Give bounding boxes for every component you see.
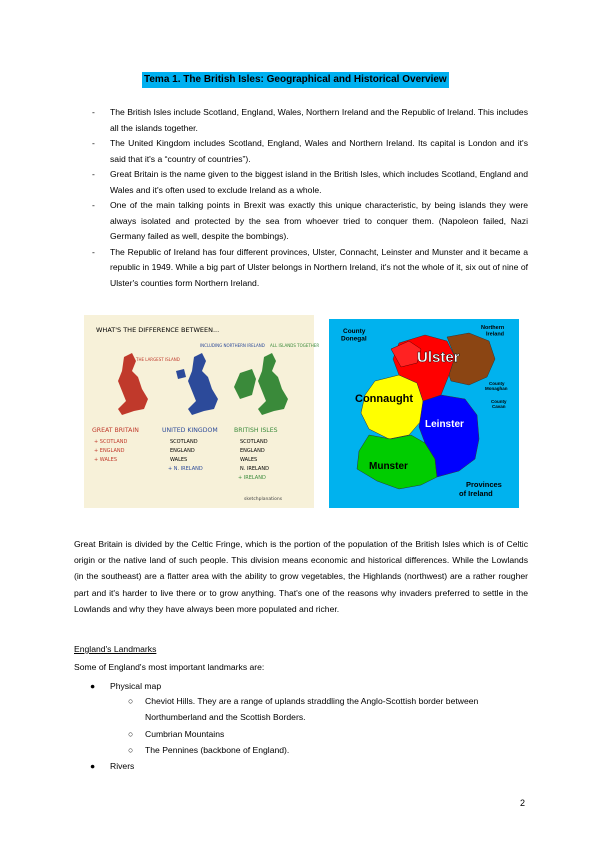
british-isles-map [234,353,288,415]
list-item: - The Republic of Ireland has four different provinces, Ulster, Connacht, Leinster and Munster and it became a republic in 1949. While a big part of Ulster belongs in Northern Ireland, it's not the whole of it, six out of nine of Ulster's counties form Northern Ireland. [92,246,528,288]
great-britain-map [118,353,148,415]
circle-bullet-icon: ○ [128,745,134,755]
section-intro: Some of England's most important landmarks are: [74,662,265,672]
list-item: ○ The Pennines (backbone of England). [128,742,528,758]
note-gb: THE LARGEST ISLAND [136,357,180,362]
label-provinces: Provinces of Ireland [459,480,502,498]
page-number: 2 [520,798,526,808]
note-bi: ALL ISLANDS TOGETHER [270,343,320,348]
label-county-monaghan: County Monaghan [485,381,508,391]
label-ulster: Ulster [417,349,460,366]
col-bi-item: + IRELAND [238,475,266,481]
col-uk-item: ENGLAND [170,448,195,454]
figure-heading: WHAT'S THE DIFFERENCE BETWEEN... [96,326,220,334]
col-uk-item: + N. IRELAND [168,466,203,472]
label-connaught: Connaught [355,393,414,405]
list-item: - Great Britain is the name given to the biggest island in the British Isles, which includes Scotland, England and Wales and it's often used to exclude Ireland as a whole. [92,169,528,195]
celtic-fringe-paragraph: Great Britain is divided by the Celtic Fringe, which is the portion of the population of the British Isles which is of Celtic origin or the native land of such people. This division means economic and historical differences. While the Lowlands (in the southeast) are a flatter area with the ability to grow vegetables, the Highlands (northwest) are a rather rougher part and it's harder to live there or to grow anything. That's one of the reasons why invaders preferred to settle in the Lowlands and why they have always been more populated and richer. [74,539,528,614]
page-title: Tema 1. The British Isles: Geographical and Historical Overview [142,72,449,88]
section-heading: England's Landmarks [74,644,157,654]
col-bi-title: BRITISH ISLES [234,427,278,434]
british-isles-illustration [84,315,320,508]
col-bi-item: N. IRELAND [240,466,269,472]
list-item: - One of the main talking points in Brexit was exactly this unique characteristic, by being islands they were always isolated and protected by the sea from whoever tried to conquer them. (Napoleon failed, Nazi Germany failed as well, despite the bombings). [92,200,528,241]
col-uk-item: WALES [170,457,188,463]
ireland-provinces-map [329,319,519,508]
figure-credit: sketchplanations [244,497,283,502]
united-kingdom-map [176,353,218,415]
list-item: - The United Kingdom includes Scotland, England, Wales and Northern Ireland. Its capital is London and it's said that it's a “country of countries”). [92,138,528,164]
bullet-icon: ● [90,681,96,691]
col-gb-item: + WALES [94,457,117,463]
note-uk: INCLUDING NORTHERN IRELAND [200,343,265,348]
label-county-donegal: County Donegal [341,328,367,343]
label-county-cavan: County Cavan [491,399,507,409]
intro-bullet-list [92,105,528,291]
col-bi-item: SCOTLAND [240,439,268,445]
circle-bullet-icon: ○ [128,729,134,739]
bullet-icon: ● [90,761,96,771]
col-gb-item: + ENGLAND [94,448,125,454]
col-bi-item: ENGLAND [240,448,265,454]
col-bi-item: WALES [240,457,258,463]
label-leinster: Leinster [425,419,464,430]
label-northern-ireland: Northern Ireland [481,325,505,338]
col-uk-title: UNITED KINGDOM [162,427,218,434]
col-gb-title: GREAT BRITAIN [92,427,139,434]
list-item: ○ Cumbrian Mountains [128,726,528,742]
circle-bullet-icon: ○ [128,696,134,706]
list-item: - The British Isles include Scotland, England, Wales, Northern Ireland and the Republic of Ireland. This includes all the islands together. [92,107,528,133]
label-munster: Munster [369,461,408,472]
col-uk-item: SCOTLAND [170,439,198,445]
col-gb-item: + SCOTLAND [94,439,128,445]
list-item: ○ Cheviot Hills. They are a range of uplands straddling the Anglo-Scottish border between Northumberland and the Scottish Borders. [128,693,528,725]
